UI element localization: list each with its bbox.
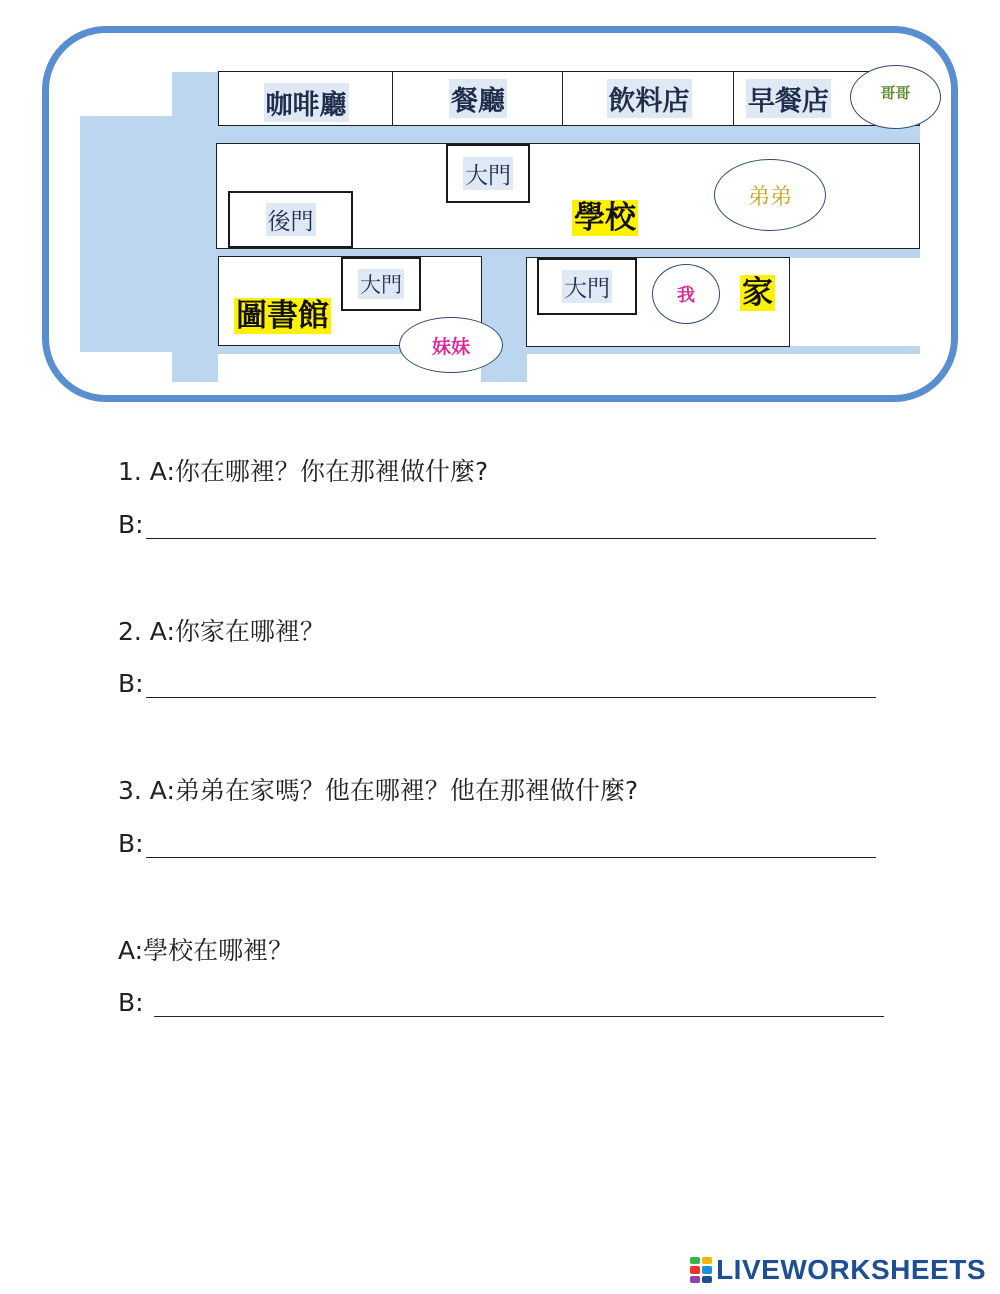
person-younger-brother-label: 弟弟 <box>747 184 792 210</box>
question-2: 2. A:你家在哪裡？ <box>118 617 325 646</box>
road-bottom <box>172 346 920 354</box>
answer-line-2[interactable] <box>146 671 876 698</box>
person-me-label: 我 <box>677 285 695 306</box>
library-name <box>234 299 331 335</box>
answer-prefix-3: B: <box>118 829 144 858</box>
liveworksheets-logo-icon <box>690 1257 712 1283</box>
person-me <box>652 264 720 324</box>
answer-row-3[interactable] <box>118 829 876 858</box>
store-restaurant <box>392 71 564 126</box>
answer-line-4[interactable] <box>154 990 884 1017</box>
answer-row-2[interactable] <box>118 669 876 698</box>
library-gate-label: 大門 <box>358 269 404 299</box>
store-cafe <box>218 71 394 126</box>
home-name <box>740 276 775 312</box>
person-older-brother-label: 哥哥 <box>880 83 911 102</box>
library-name-label: 圖書館 <box>236 298 329 334</box>
store-drink-shop-label: 飲料店 <box>607 79 692 118</box>
person-younger-brother <box>714 159 826 231</box>
question-4: A:學校在哪裡？ <box>118 936 294 965</box>
person-older-brother <box>850 65 941 129</box>
home-gate <box>537 258 637 315</box>
answer-line-1[interactable] <box>146 512 876 539</box>
home-gate-label: 大門 <box>562 270 612 303</box>
question-1: 1. A:你在哪裡？你在那裡做什麼? <box>118 457 489 486</box>
person-younger-sister <box>399 317 503 373</box>
road-left-vertical <box>172 72 218 382</box>
road-top <box>172 124 920 144</box>
liveworksheets-logo[interactable] <box>690 1252 986 1288</box>
home-name-label: 家 <box>742 275 773 311</box>
question-3: 3. A:弟弟在家嗎？他在哪裡？他在那裡做什麼? <box>118 776 639 805</box>
school-name <box>572 201 638 237</box>
store-drink-shop <box>562 71 736 126</box>
answer-prefix-2: B: <box>118 669 144 698</box>
liveworksheets-logo-text: LIVEWORKSHEETS <box>716 1254 986 1285</box>
road-left-wide <box>80 116 178 352</box>
library-gate <box>341 257 421 311</box>
answer-row-1[interactable] <box>118 510 876 539</box>
answer-row-4[interactable] <box>118 988 884 1017</box>
school-main-gate <box>446 144 530 203</box>
store-breakfast-shop-label: 早餐店 <box>746 79 831 118</box>
store-cafe-label: 咖啡廳 <box>264 83 349 122</box>
school-main-gate-label: 大門 <box>463 157 513 190</box>
school-back-gate-label: 後門 <box>266 203 316 236</box>
answer-line-3[interactable] <box>146 831 876 858</box>
store-restaurant-label: 餐廳 <box>449 79 507 118</box>
school-name-label: 學校 <box>574 200 636 236</box>
school-back-gate <box>228 191 353 248</box>
answer-prefix-1: B: <box>118 510 144 539</box>
answer-prefix-4: B: <box>118 988 152 1017</box>
person-younger-sister-label: 妹妹 <box>431 335 470 358</box>
